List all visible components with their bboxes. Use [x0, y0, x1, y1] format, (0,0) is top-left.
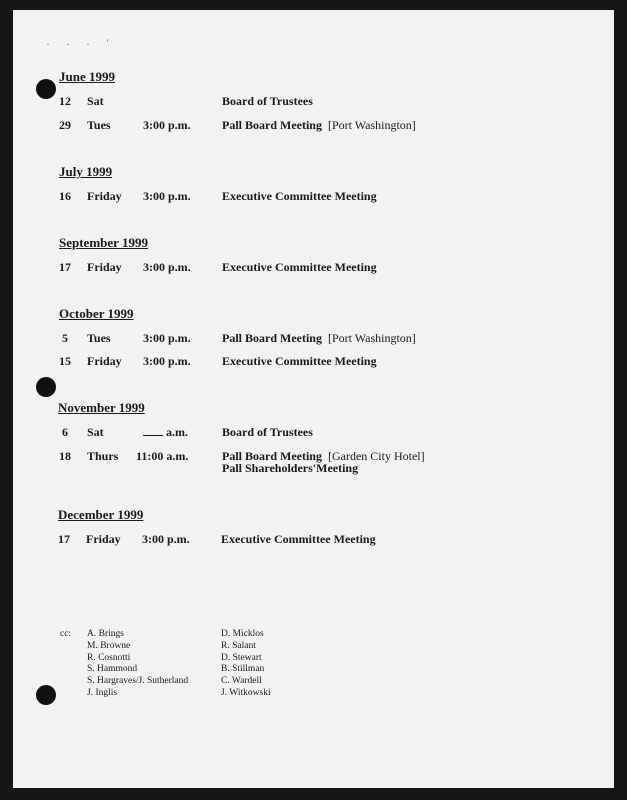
cc-recipient: M. Browne	[87, 640, 131, 651]
event-location: [Port Washington]	[327, 118, 416, 132]
month-heading: December 1999	[58, 507, 144, 522]
event-day: 29	[59, 118, 71, 132]
event-day: 12	[59, 94, 71, 108]
event-time: 11:00 a.m.	[136, 449, 189, 463]
month-heading: September 1999	[59, 235, 148, 250]
event-weekday: Friday	[87, 354, 122, 368]
event-title: Pall Board Meeting	[222, 449, 322, 463]
event-title: Board of Trustees	[222, 425, 313, 439]
event-row-title	[222, 331, 416, 346]
punch-hole-top	[36, 79, 56, 99]
event-location: [Garden City Hotel]	[327, 449, 425, 463]
month-heading: November 1999	[58, 400, 145, 415]
event-weekday: Friday	[87, 260, 122, 274]
month-heading: June 1999	[59, 69, 115, 84]
event-location: [Port Washington]	[327, 331, 416, 345]
event-day: 18	[59, 449, 71, 463]
time-blank-line	[143, 426, 163, 436]
punch-hole-middle	[36, 377, 56, 397]
event-day: 15	[59, 354, 71, 368]
month-heading: July 1999	[59, 164, 113, 179]
cc-label: cc:	[60, 629, 72, 639]
event-weekday: Friday	[86, 532, 121, 546]
cc-recipient: D. Stewart	[221, 652, 262, 663]
event-title: Executive Committee Meeting	[222, 260, 377, 274]
event-day: 17	[59, 260, 71, 274]
event-title: Executive Committee Meeting	[222, 189, 377, 203]
cc-recipient: S. Hargraves/J. Sutherland	[87, 676, 189, 687]
event-time: 3:00 p.m.	[143, 354, 191, 368]
event-time: 3:00 p.m.	[143, 118, 191, 132]
event-weekday: Tues	[87, 331, 111, 345]
cc-recipient: R. Salant	[221, 640, 256, 651]
event-day: 16	[59, 189, 71, 203]
cc-recipient: R. Cosnotti	[87, 652, 131, 663]
punch-hole-bottom	[36, 685, 56, 705]
event-title: Executive Committee Meeting	[221, 532, 376, 546]
cc-recipient: J. Witkowski	[221, 687, 271, 698]
cc-recipient: A. Brings	[87, 629, 124, 639]
event-title: Pall Board Meeting	[222, 331, 322, 345]
event-time: 3:00 p.m.	[142, 532, 190, 546]
month-heading: October 1999	[59, 306, 134, 321]
document-page	[13, 10, 614, 788]
event-extra-title: Pall Shareholders'Meeting	[222, 461, 359, 475]
event-weekday: Friday	[87, 189, 122, 203]
event-time-wrap	[143, 425, 188, 440]
cc-recipient: J. Inglis	[87, 687, 118, 698]
event-title: Pall Board Meeting	[222, 118, 322, 132]
cc-recipient: D. Micklos	[221, 629, 264, 639]
event-time: a.m.	[166, 425, 188, 439]
cc-recipient: C. Wardell	[221, 676, 262, 687]
cc-column-2	[221, 629, 271, 700]
event-weekday: Sat	[87, 94, 104, 108]
event-row-title	[222, 118, 416, 133]
event-title: Executive Committee Meeting	[222, 354, 377, 368]
event-time: 3:00 p.m.	[143, 189, 191, 203]
event-time: 3:00 p.m.	[143, 331, 191, 345]
event-weekday: Thurs	[87, 449, 119, 463]
event-title: Board of Trustees	[222, 94, 313, 108]
cc-recipient: S. Hammond	[87, 664, 138, 675]
event-day: 17	[58, 532, 70, 546]
cc-column-1	[87, 629, 188, 700]
top-marks: . . . '	[47, 38, 117, 47]
event-day: 6	[62, 425, 68, 439]
cc-recipient: B. Stillman	[221, 664, 265, 675]
event-day: 5	[62, 331, 68, 345]
event-weekday: Tues	[87, 118, 111, 132]
event-time: 3:00 p.m.	[143, 260, 191, 274]
event-weekday: Sat	[87, 425, 104, 439]
